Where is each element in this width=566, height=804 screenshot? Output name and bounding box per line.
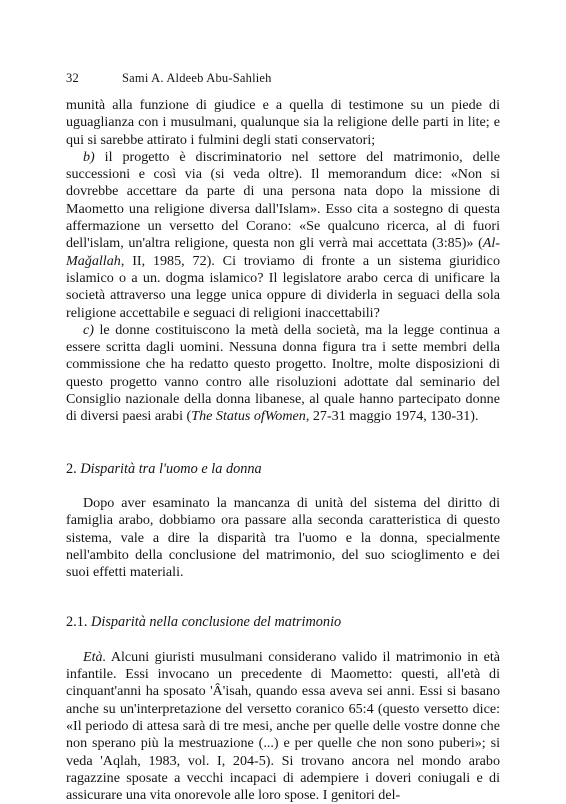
paragraph-c-text: le donne costituiscono la metà della società, ma la legge continua a essere scritta dagli uomini. Nessuna donna figura tra i sette membri della commissione che ha redatto questo progetto. Inoltre, molte disposizioni di questo progetto vanno contro alle risoluzioni adottate dal seminario del Consiglio nazionale della donna libanese, al quale hanno partecipato donne di diversi paesi arabi ( (66, 321, 500, 425)
section-title: Disparità tra l'uomo e la donna (80, 460, 262, 477)
paragraph-continuation: munità alla funzione di giudice e a quella di testimone su un piede di uguaglianza con i musulmani, qualunque sia la religione delle parti in lite; e qui si sarebbe attirato i fulmini degli stati conservatori; (66, 97, 500, 148)
subsection-number: 2.1. (66, 614, 88, 631)
section-heading-2 (66, 461, 500, 478)
page-body (66, 97, 500, 804)
section-number: 2. (66, 460, 77, 477)
paragraph-b (66, 149, 500, 322)
paragraph-b-text: il progetto è discriminatorio nel settore del matrimonio, delle successioni e così via (si veda oltre). Il memorandum dice: «Non si dovrebbe accettare da parte di una persona nata dopo la missione di Maometto una religione diversa dall'Islam». Esso cita a sostegno di questa affermazione un versetto del Corano: «Se qualcuno ricerca, al di fuori dell'islam, un'altra religione, questa non gli verrà mai accettata (3:85)» ( (66, 148, 500, 252)
paragraph-eta (66, 649, 500, 804)
running-title: Sami A. Aldeeb Abu-Sahlieh (122, 71, 272, 85)
list-label-c: c) (83, 321, 94, 338)
page-header (66, 71, 272, 86)
paragraph-section2: Dopo aver esaminato la mancanza di unità del sistema del diritto di famiglia arabo, dobbiamo ora passare alla seconda caratteristica di questo sistema, vale a dire la disparità tra l'uomo e la donna, specialmente nell'ambito della conclusione del matrimonio, del suo scioglimento e dei suoi effetti materiali. (66, 494, 500, 581)
section-heading-2-1 (66, 614, 500, 631)
paragraph-b-text-end: , II, 1985, 72). Ci troviamo di fronte a un sistema giuridico islamico o a un. dogma islamico? Il legislatore arabo cerca di unificare la società attraverso una legge unica oppure di dividerla in seguaci della sola religione accettabile e seguaci di religioni inaccettabili? (66, 252, 500, 321)
paragraph-c-text-end: , 27-31 maggio 1974, 130-31). (305, 408, 479, 425)
page-number: 32 (66, 71, 79, 85)
paragraph-c (66, 322, 500, 426)
paragraph-eta-label: Età. (83, 648, 107, 665)
paragraph-eta-text: Alcuni giuristi musulmani considerano valido il matrimonio in età infantile. Essi invocano un precedente di Maometto: questi, all'età di cinquant'anni ha sposato 'Â'isah, quando essa aveva sei anni. Essi si basano anche su un'interpretazione del versetto coranico 65:4 (questo versetto dice: «Il periodo di attesa sarà di tre mesi, anche per quelle delle vostre donne che non sperano più la mestruazione (...) e per quelle che non sono puberi»; si veda 'Aqlah, 1983, vol. I, 204-5). Si trovano ancora nel mondo arabo ragazzine sposate a vecchi incapaci di adempiere i doveri coniugali e di assicurare una vita onorevole alle loro spose. I genitori del- (66, 648, 500, 804)
citation-status-of-women: The Status ofWomen (191, 408, 306, 425)
subsection-title: Disparità nella conclusione del matrimonio (91, 614, 342, 631)
citation-al-magallah: Al-Maǧallah (66, 235, 500, 269)
list-label-b: b) (83, 148, 95, 165)
